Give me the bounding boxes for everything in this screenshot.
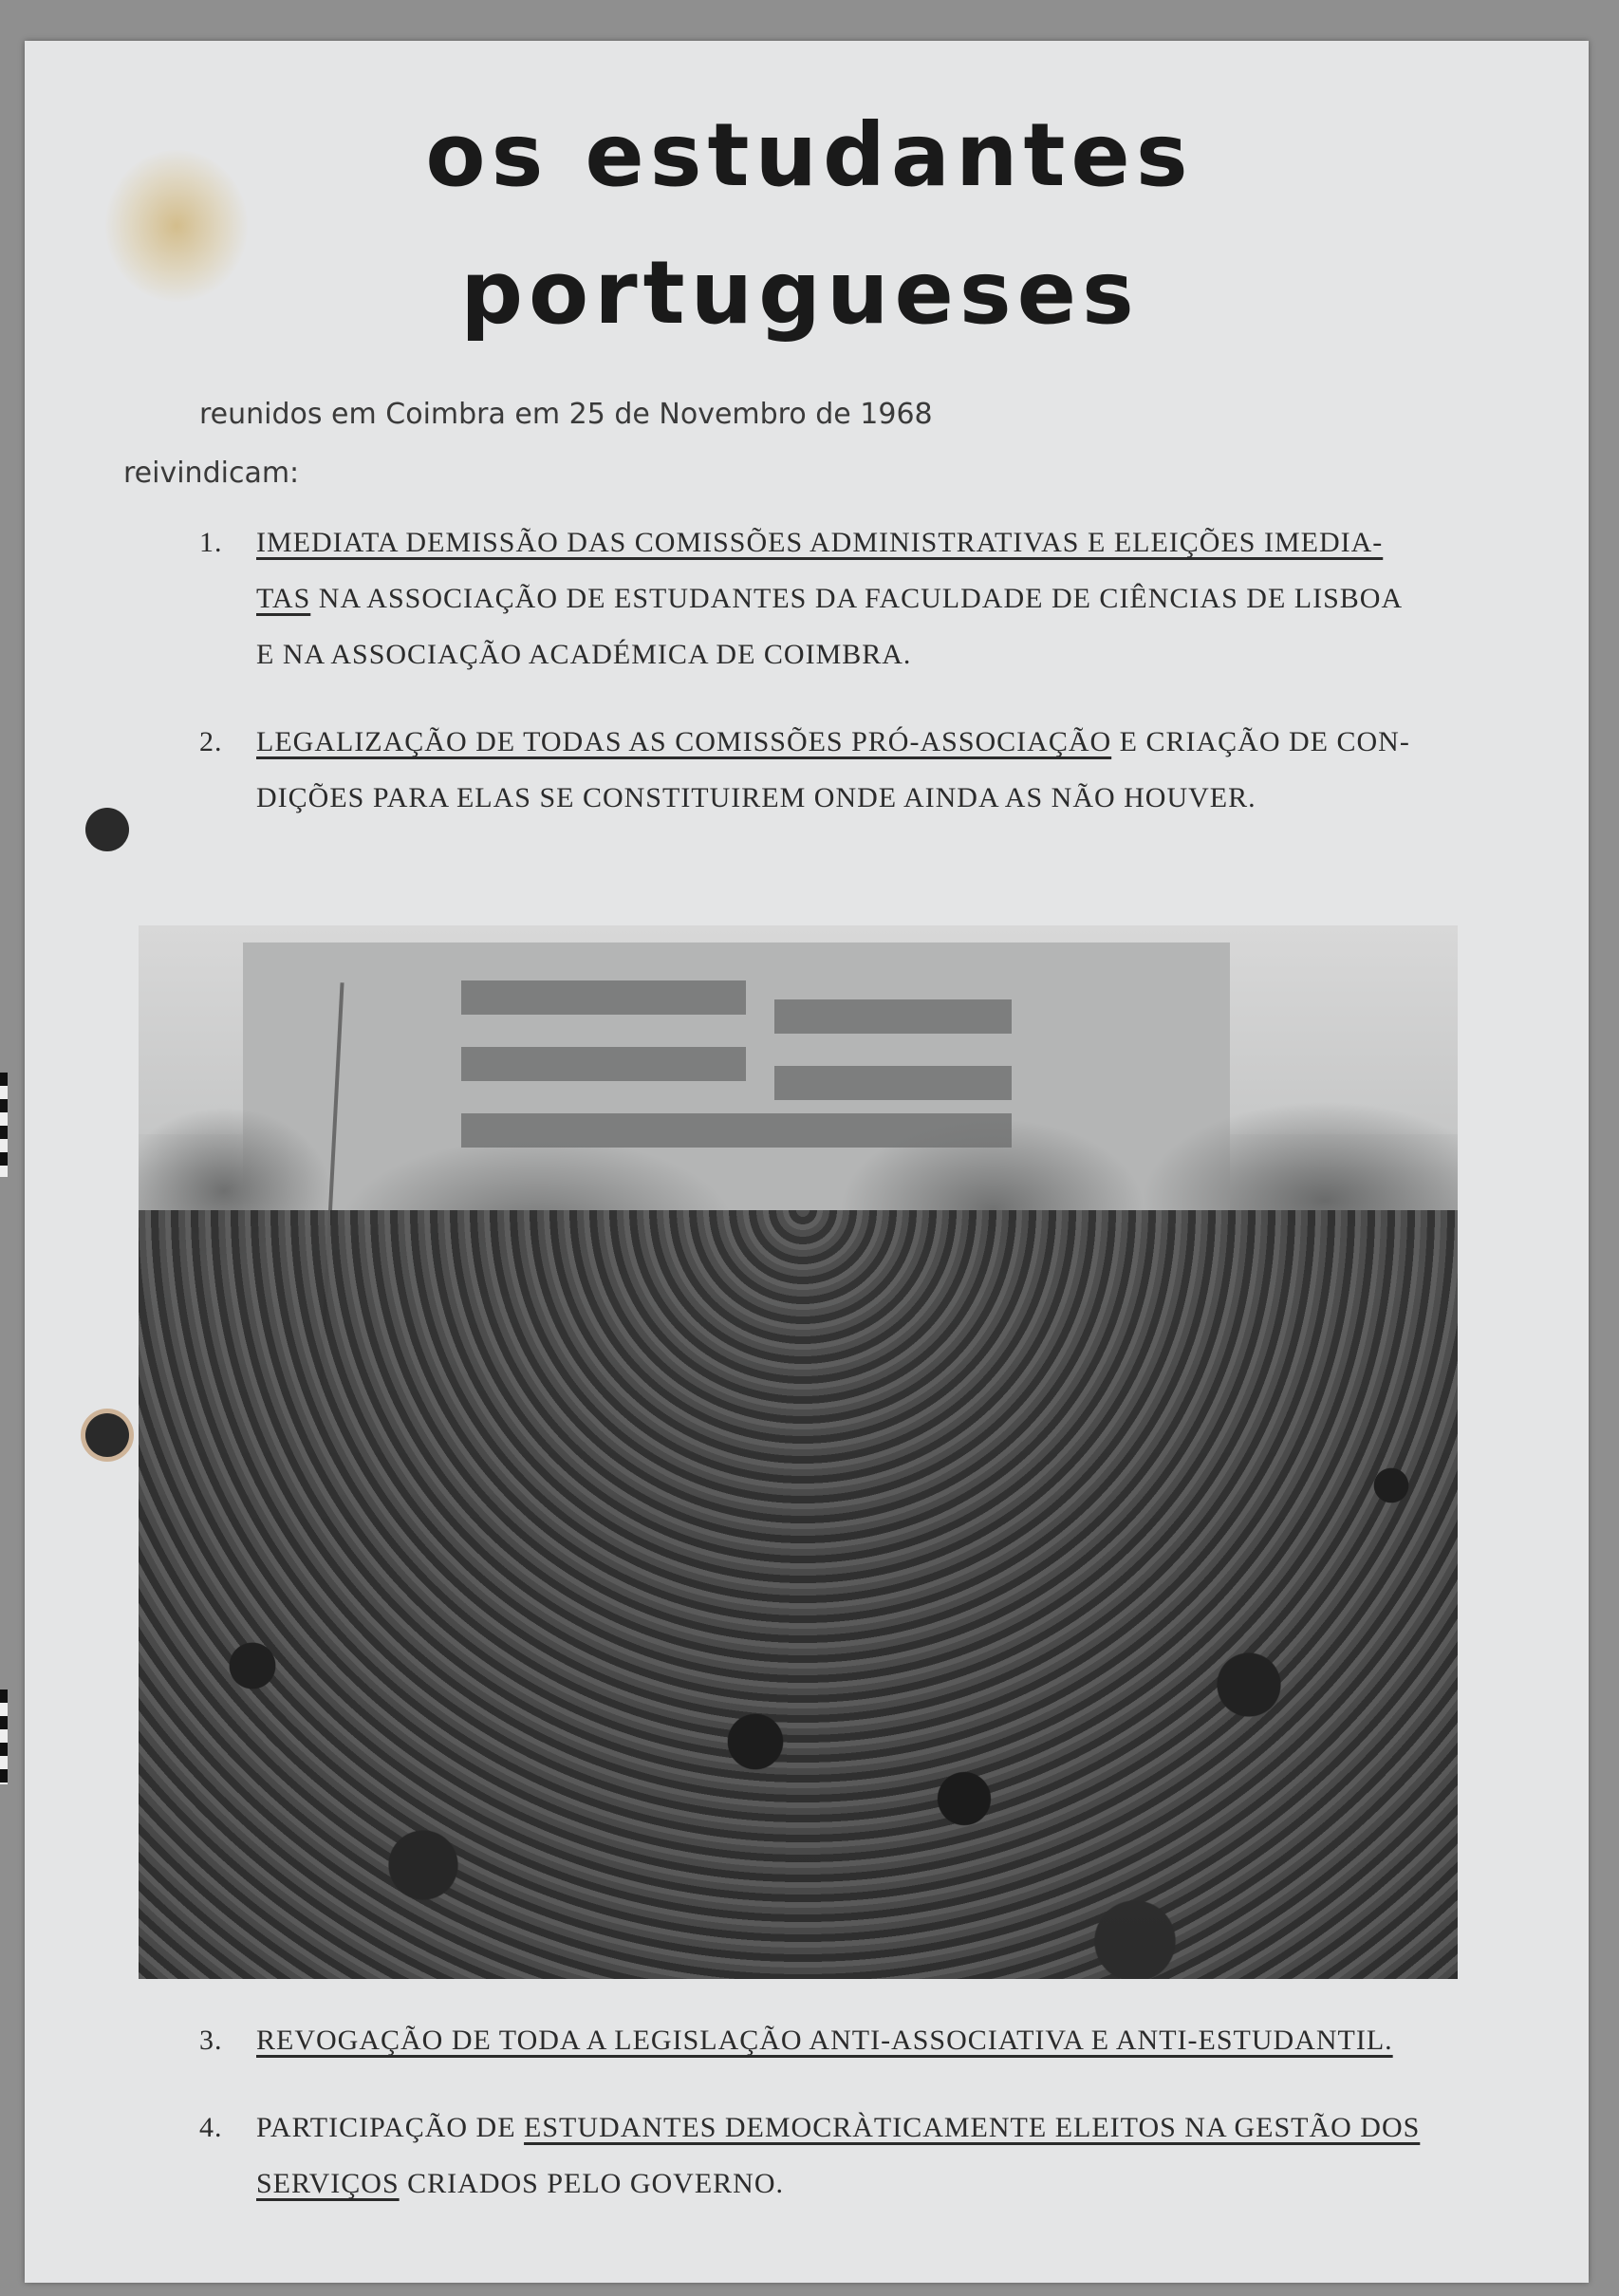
demand-label: reivindicam: <box>123 457 300 490</box>
student-assembly-photo <box>139 925 1458 1979</box>
demand-text: SERVIÇOS <box>256 2168 400 2199</box>
scale-bar <box>0 1073 8 1177</box>
title-line-1: os estudantes <box>425 104 1194 206</box>
demand-text: CRIADOS PELO GOVERNO. <box>399 2168 784 2199</box>
demand-item-3 <box>199 2012 1471 2068</box>
demand-text: REVOGAÇÃO DE TODA A LEGISLAÇÃO ANTI-ASSOCIATIVA E ANTI-ESTUDANTIL. <box>256 2025 1393 2056</box>
demand-text: NA ASSOCIAÇÃO DE ESTUDANTES DA FACULDADE DE CIÊNCIAS DE LISBOA <box>310 583 1404 614</box>
demand-text: LEGALIZAÇÃO DE TODAS AS COMISSÕES PRÓ-ASSOCIAÇÃO <box>256 726 1112 757</box>
scale-bar <box>0 1689 8 1784</box>
punch-hole <box>85 1413 129 1457</box>
demand-number: 3. <box>199 2025 223 2056</box>
demand-text: TAS <box>256 583 311 614</box>
demand-number: 2. <box>199 726 223 757</box>
photo-crowd <box>139 1210 1458 1979</box>
punch-hole <box>85 808 129 851</box>
demand-text: PARTICIPAÇÃO DE <box>256 2112 525 2143</box>
demand-item-1 <box>199 514 1471 682</box>
demand-text: E CRIAÇÃO DE CON- <box>1111 726 1410 757</box>
demand-text: E NA ASSOCIAÇÃO ACADÉMICA DE COIMBRA. <box>256 639 912 670</box>
demand-text: ESTUDANTES DEMOCRÀTICAMENTE ELEITOS NA GESTÃO DOS <box>524 2112 1421 2143</box>
demand-text: IMEDIATA DEMISSÃO DAS COMISSÕES ADMINISTRATIVAS E ELEIÇÕES IMEDIA- <box>256 527 1384 558</box>
demand-item-4 <box>199 2100 1471 2212</box>
gathering-line: reunidos em Coimbra em 25 de Novembro de 1968 <box>199 398 933 431</box>
demand-number: 4. <box>199 2112 223 2143</box>
demand-text: DIÇÕES PARA ELAS SE CONSTITUIREM ONDE AINDA AS NÃO HOUVER. <box>256 782 1256 813</box>
title-line-2: portugueses <box>460 242 1140 344</box>
demand-item-2 <box>199 714 1471 826</box>
demand-number: 1. <box>199 527 223 558</box>
